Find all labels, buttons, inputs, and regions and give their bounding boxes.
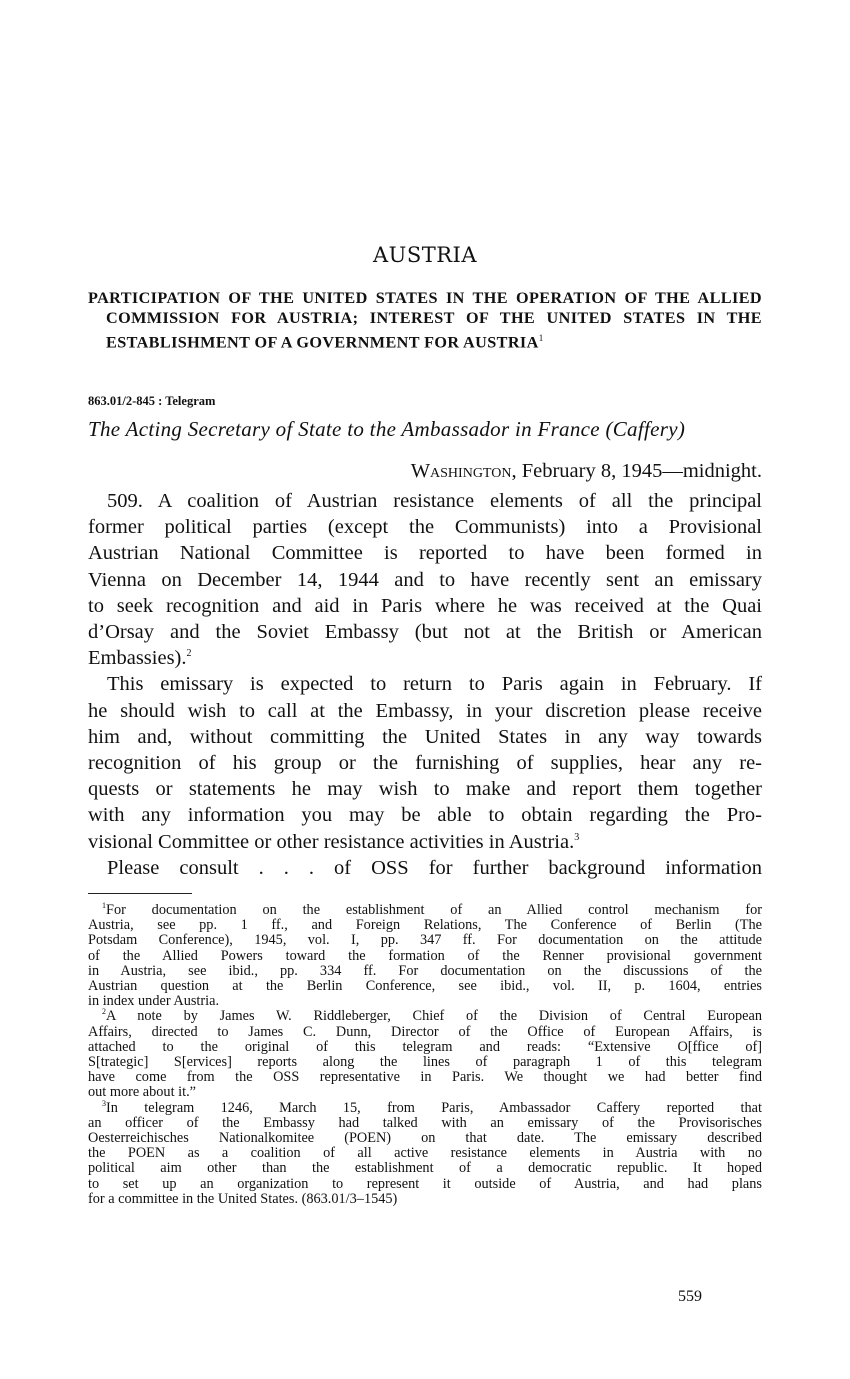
footnote-2 — [88, 1009, 762, 1100]
footnote-line — [88, 903, 762, 918]
body-line: Vienna on December 14, 1944 and to have recently sent an emissary — [88, 568, 762, 591]
footnote-line: S[trategic] S[ervices] reports along the lines of paragraph 1 of this telegram — [88, 1054, 762, 1071]
footnote-text: For documentation on the establishment of an Allied control mechanism for — [106, 902, 762, 918]
page-number: 559 — [678, 1288, 702, 1305]
footnote-line: attached to the original of this telegram and reads: “Extensive O[ffice of] — [88, 1038, 762, 1055]
footnote-line: Affairs, directed to James C. Dunn, Director of the Office of European Affairs, is — [88, 1023, 762, 1040]
footnote-line: Oesterreichisches Nationalkomitee (POEN) on that date. The emissary described — [88, 1130, 762, 1147]
footnote-line: Austria, see pp. 1 ff., and Foreign Relations, The Conference of Berlin (The — [88, 917, 762, 934]
footnote-line: in index under Austria. — [88, 993, 220, 1010]
footnote-line: Austrian question at the Berlin Conference, see ibid., vol. II, p. 1604, entries — [88, 978, 762, 995]
footnotes — [88, 903, 762, 1207]
footnote-mark: 1 — [102, 901, 106, 911]
footnote-rule — [88, 893, 192, 894]
body-line: d’Orsay and the Soviet Embassy (but not at the British or American — [88, 621, 762, 644]
document-heading — [88, 417, 762, 442]
body-line: This emissary is expected to return to Paris again in February. If — [107, 673, 762, 696]
body-line: to seek recognition and aid in Paris where he was received at the Quai — [88, 594, 762, 617]
file-reference: 863.01/2-845 : Telegram — [88, 394, 216, 408]
footnote-line: of the Allied Powers toward the formation of the Renner provisional government — [88, 947, 762, 964]
body-line: he should wish to call at the Embassy, in your discretion please receive — [88, 699, 762, 722]
footnote-ref-2: 2 — [186, 648, 192, 660]
body-line: with any information you may be able to obtain regarding the Pro- — [88, 804, 762, 827]
footnote-mark: 3 — [102, 1098, 106, 1108]
footnote-text: In telegram 1246, March 15, from Paris, Ambassador Caffery reported that — [106, 1099, 762, 1116]
body-line: 509. A coalition of Austrian resistance elements of all the principal — [107, 490, 762, 512]
body-line: quests or statements he may wish to make and report them together — [88, 778, 762, 801]
footnote-line: in Austria, see ibid., pp. 334 ff. For documentation on the discussions of the — [88, 962, 762, 979]
subject-footnote-mark: 1 — [538, 333, 544, 343]
footnote-line: have come from the OSS representative in Paris. We thought we had better find — [88, 1069, 762, 1086]
body-line-text: visional Committee or other resistance activities in Austria. — [88, 830, 575, 853]
country-heading: AUSTRIA — [372, 243, 478, 267]
dateline-date: , February 8, 1945—midnight. — [511, 460, 762, 482]
body-line: Austrian National Committee is reported to have been formed in — [88, 542, 762, 565]
heading-prefix: The Acting Secretary of State to the Ambassador in France ( — [88, 417, 613, 441]
footnote-line — [88, 1098, 762, 1116]
dateline — [411, 460, 762, 483]
footnote-line: Potsdam Conference), 1945, vol. I, pp. 347 ff. For documentation on the attitude — [88, 932, 762, 949]
body-line: former political parties (except the Communists) into a Provisional — [88, 516, 762, 539]
footnote-ref-3: 3 — [574, 831, 580, 843]
body-line: him and, without committing the United States in any way towards — [88, 725, 762, 748]
footnote-text: A note by James W. Riddleberger, Chief of the Division of Central European — [106, 1008, 762, 1025]
footnote-1 — [88, 903, 762, 1009]
subject-heading — [88, 288, 762, 352]
footnote-line: out more about it.” — [88, 1084, 196, 1101]
heading-name: Caffery — [612, 417, 678, 441]
footnote-line: an officer of the Embassy had talked with an emissary of the Provisorisches — [88, 1114, 762, 1131]
footnote-line: to set up an organization to represent it outside of Austria, and had plans — [88, 1175, 762, 1192]
body-line-text: Embassies). — [88, 647, 187, 670]
footnote-line: for a committee in the United States. (863.01/3–1545) — [88, 1190, 398, 1207]
footnote-line — [88, 1009, 762, 1024]
subject-text: PARTICIPATION OF THE UNITED STATES IN THE OPERATION OF THE ALLIED COMMISSION FOR AUSTRIA; INTEREST OF THE UNITED STATES IN THE ESTABLISHMENT OF A GOVERNMENT FOR AUSTRIA — [88, 289, 762, 352]
paragraph-3 — [88, 855, 762, 881]
footnote-mark: 2 — [102, 1007, 106, 1017]
footnote-3 — [88, 1098, 762, 1207]
telegram-body — [88, 488, 762, 881]
paragraph-2 — [88, 671, 762, 854]
body-line: recognition of his group or the furnishing of supplies, hear any re- — [88, 752, 762, 775]
dateline-place: Washington — [410, 460, 512, 482]
body-line-last — [88, 645, 762, 671]
footnote-line: political aim other than the establishment of a democratic republic. It hoped — [88, 1160, 762, 1177]
heading-suffix: ) — [677, 417, 686, 441]
body-line-last — [88, 829, 762, 855]
body-line: Please consult . . . of OSS for further background information — [107, 856, 762, 879]
paragraph-1 — [88, 488, 762, 671]
footnote-line: the POEN as a coalition of all active resistance elements in Austria with no — [88, 1145, 762, 1162]
